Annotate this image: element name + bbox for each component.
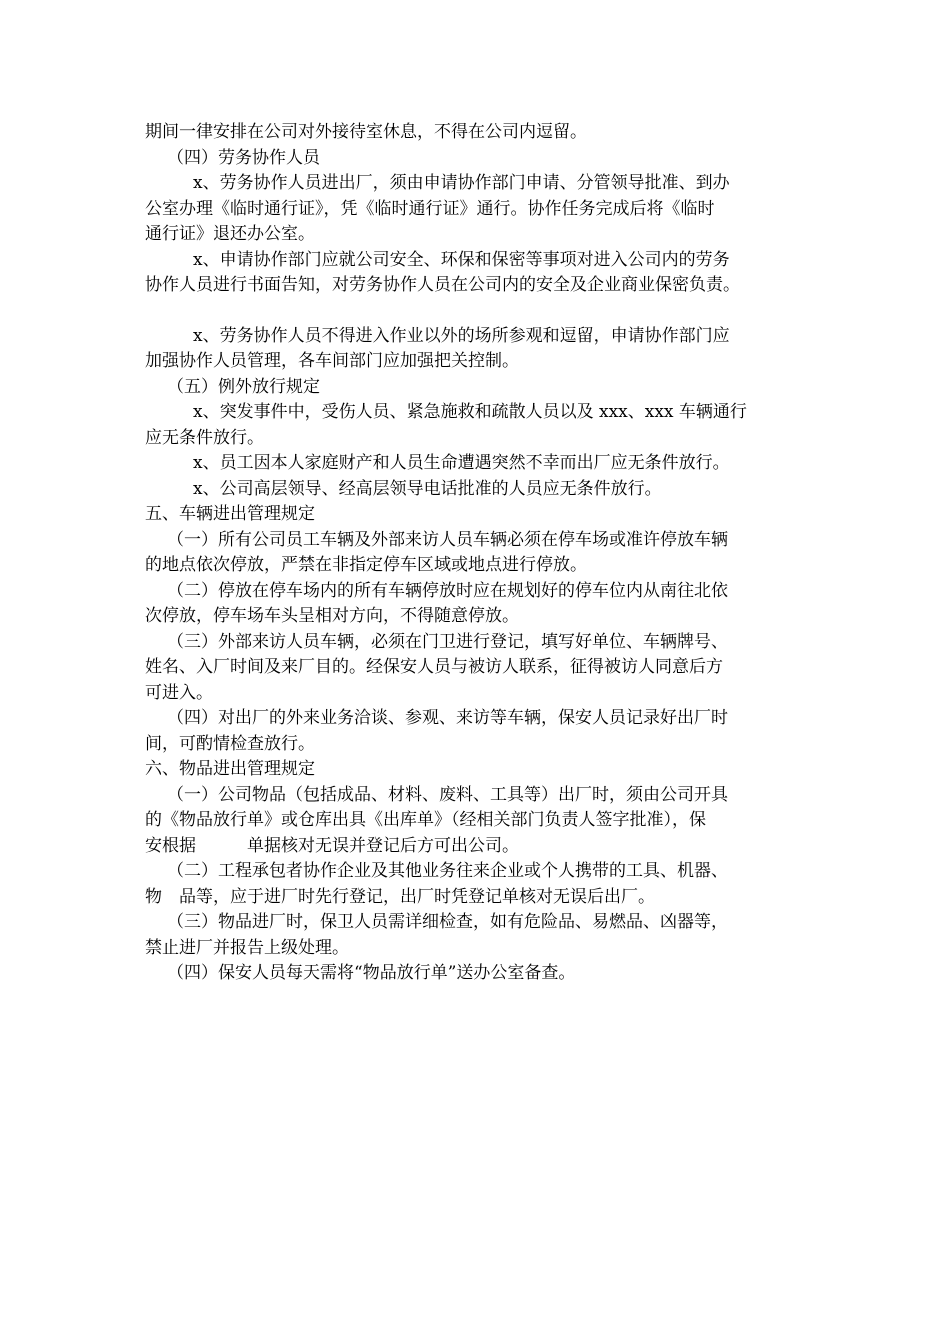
text-line: x、员工因本人家庭财产和人员生命遭遇突然不幸而出厂应无条件放行。 [193, 453, 730, 473]
text-line: 物 品等，应于进厂时先行登记，出厂时凭登记单核对无误后出厂。 [145, 886, 655, 907]
text-line: 的地点依次停放，严禁在非指定停车区域或地点进行停放。 [145, 555, 587, 575]
text-line: （四）劳务协作人员 [167, 147, 320, 168]
text-line: （二）工程承包者协作企业及其他业务往来企业或个人携带的工具、机器、 [167, 861, 728, 881]
text-line: （四）保安人员每天需将“物品放行单”送办公室备查。 [167, 963, 576, 983]
text-line: x、突发事件中，受伤人员、紧急施救和疏散人员以及 xxx、xxx 车辆通行 [193, 402, 747, 422]
text-line: x、申请协作部门应就公司安全、环保和保密等事项对进入公司内的劳务 [193, 249, 730, 270]
blank-line [145, 299, 825, 324]
text-line: （二）停放在停车场内的所有车辆停放时应在规划好的停车位内从南往北依 [167, 580, 728, 601]
text-line: 安根据 单据核对无误并登记后方可出公司。 [145, 835, 519, 856]
text-line: （一）公司物品（包括成品、材料、废料、工具等）出厂时，须由公司开具 [167, 784, 728, 805]
text-line: （三）物品进厂时，保卫人员需详细检查，如有危险品、易燃品、凶器等， [167, 912, 728, 932]
text-line: 间，可酌情检查放行。 [145, 733, 315, 754]
text-line: （一）所有公司员工车辆及外部来访人员车辆必须在停车场或准许停放车辆 [167, 529, 728, 550]
text-line: （三）外部来访人员车辆，必须在门卫进行登记，填写好单位、车辆牌号、 [167, 631, 728, 652]
text-line: 公室办理《临时通行证》，凭《临时通行证》通行。协作任务完成后将《临时 [145, 198, 715, 219]
text-line: 加强协作人员管理，各车间部门应加强把关控制。 [145, 351, 519, 371]
text-line: x、劳务协作人员不得进入作业以外的场所参观和逗留，申请协作部门应 [193, 325, 730, 346]
text-line: （五）例外放行规定 [167, 376, 320, 397]
text-line: （四）对出厂的外来业务洽谈、参观、来访等车辆，保安人员记录好出厂时 [167, 708, 728, 728]
text-line: 次停放，停车场车头呈相对方向，不得随意停放。 [145, 606, 519, 626]
text-line: 姓名、入厂时间及来厂目的。经保安人员与被访人联系，征得被访人同意后方 [145, 657, 723, 677]
text-line: 的《物品放行单》或仓库出具《出库单》（经相关部门负责人签字批准），保 [145, 810, 706, 830]
text-line: 禁止进厂并报告上级处理。 [145, 937, 349, 958]
text-line: 协作人员进行书面告知，对劳务协作人员在公司内的安全及企业商业保密负责。 [145, 275, 740, 295]
document-body [145, 120, 825, 987]
text-line: 通行证》退还办公室。 [145, 224, 315, 244]
text-line: 应无条件放行。 [145, 427, 264, 448]
section-heading: 六、物品进出管理规定 [145, 759, 315, 779]
text-line: x、劳务协作人员进出厂，须由申请协作部门申请、分管领导批准、到办 [193, 173, 730, 193]
section-heading: 五、车辆进出管理规定 [145, 504, 315, 524]
text-line: 可进入。 [145, 682, 213, 703]
text-line: 期间一律安排在公司对外接待室休息，不得在公司内逗留。 [145, 122, 587, 142]
text-line: x、公司高层领导、经高层领导电话批准的人员应无条件放行。 [193, 478, 662, 499]
